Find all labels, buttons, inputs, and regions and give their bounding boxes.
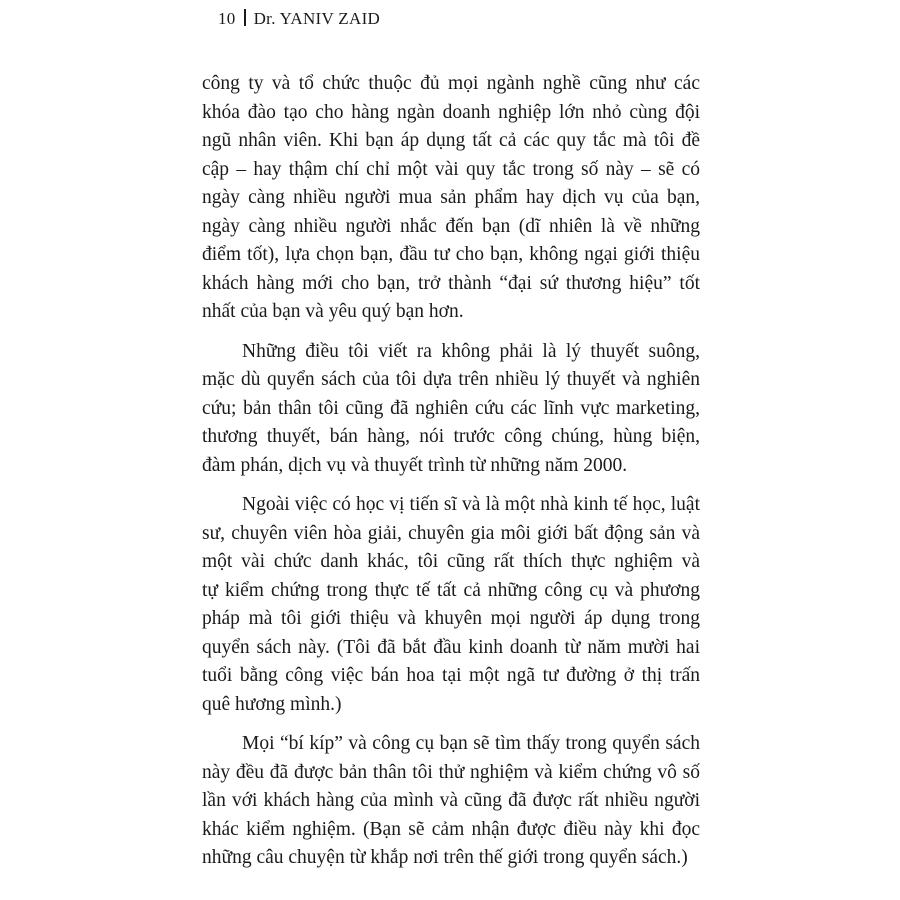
text-line: thương thuyết, bán hàng, nói trước công chúng, hùng biện, <box>202 426 700 447</box>
author-name: Dr. YANIV ZAID <box>253 9 381 28</box>
header-separator <box>244 9 246 26</box>
text-line: pháp mà tôi giới thiệu và khuyên mọi người áp dụng trong <box>202 608 700 629</box>
text-line: ngày càng nhiều người nhắc đến bạn (dĩ nhiên là về những <box>202 215 700 237</box>
text-line: khác kiểm nghiệm. (Bạn sẽ cảm nhận được điều này khi đọc <box>202 818 700 840</box>
text-line: Mọi “bí kíp” và công cụ bạn sẽ tìm thấy trong quyển sách <box>242 733 700 754</box>
text-line: điểm tốt), lựa chọn bạn, đầu tư cho bạn, không ngại giới thiệu <box>202 244 700 265</box>
page-number: 10 <box>218 9 236 28</box>
paragraph-3 <box>202 491 700 719</box>
text-line: Những điều tôi viết ra không phải là lý thuyết suông, <box>242 340 700 362</box>
text-line: tự kiểm chứng trong thực tế tất cả những công cụ và phương <box>202 579 700 601</box>
text-line: khách hàng mới cho bạn, trở thành “đại sứ thương hiệu” tốt <box>202 272 700 294</box>
text-line: đàm phán, dịch vụ và thuyết trình từ những năm 2000. <box>202 454 628 476</box>
text-line: cứu; bản thân tôi cũng đã nghiên cứu các lĩnh vực marketing, <box>202 397 700 419</box>
text-line: Ngoài việc có học vị tiến sĩ và là một nhà kinh tế học, luật <box>242 494 700 515</box>
text-line: tuổi bằng công việc bán hoa tại một ngã tư đường ở thị trấn <box>202 665 700 686</box>
body-text <box>202 70 700 884</box>
text-line: lần với khách hàng của mình và cũng đã được rất nhiều người <box>202 790 700 811</box>
text-line: nhất của bạn và yêu quý bạn hơn. <box>202 301 464 322</box>
paragraph-2 <box>202 338 700 481</box>
text-line: mặc dù quyển sách của tôi dựa trên nhiều lý thuyết và nghiên <box>202 369 700 390</box>
text-line: một vài chức danh khác, tôi cũng rất thích thực nghiệm và <box>202 551 700 572</box>
text-line: cập – hay thậm chí chỉ một vài quy tắc trong số này – sẽ có <box>202 158 700 180</box>
text-line: quê hương mình.) <box>202 693 342 715</box>
paragraph-1 <box>202 70 700 327</box>
text-line: khóa đào tạo cho hàng ngàn doanh nghiệp lớn nhỏ cùng đội <box>202 101 700 123</box>
text-line: này đều đã được bản thân tôi thử nghiệm và kiểm chứng vô số <box>202 761 700 783</box>
text-line: quyển sách này. (Tôi đã bắt đầu kinh doanh từ năm mười hai <box>202 636 700 658</box>
text-line: sư, chuyên viên hòa giải, chuyên gia môi giới bất động sản và <box>202 522 700 544</box>
running-head <box>218 9 380 29</box>
text-line: những câu chuyện từ khắp nơi trên thế giới trong quyển sách.) <box>202 847 688 868</box>
text-line: ngũ nhân viên. Khi bạn áp dụng tất cả các quy tắc mà tôi đề <box>202 130 700 151</box>
text-line: công ty và tổ chức thuộc đủ mọi ngành nghề cũng như các <box>202 73 700 94</box>
paragraph-4 <box>202 730 700 873</box>
text-line: ngày càng nhiều người mua sản phẩm hay dịch vụ của bạn, <box>202 187 700 208</box>
